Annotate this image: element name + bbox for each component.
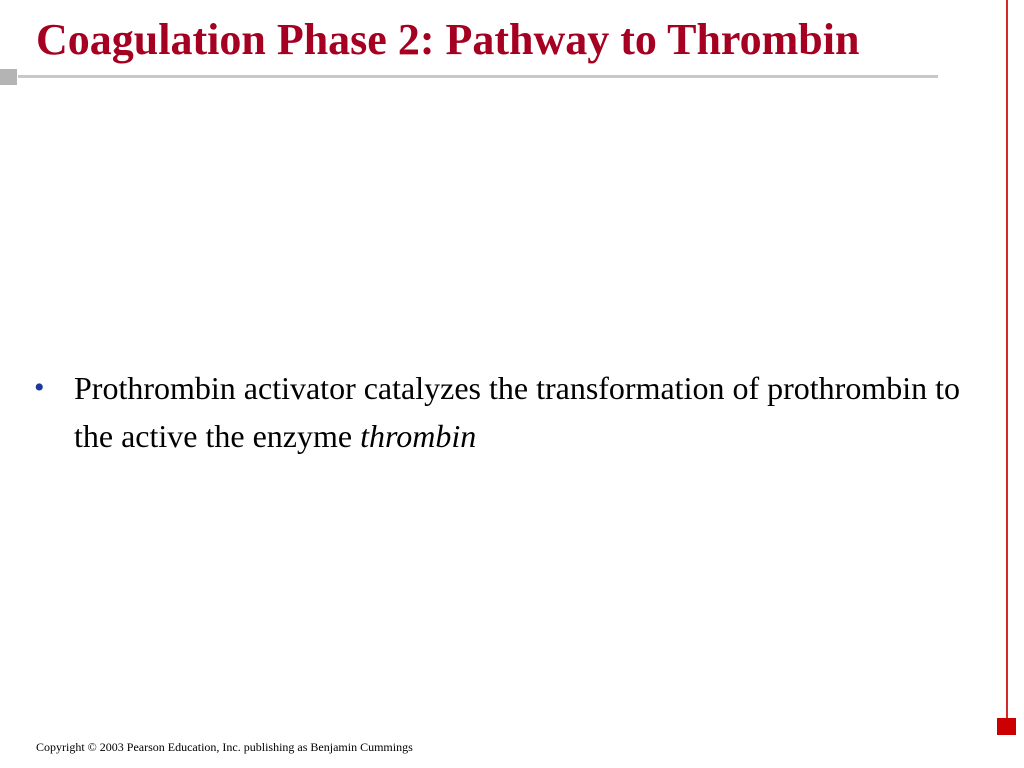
bullet-text-italic: thrombin bbox=[360, 418, 477, 454]
title-divider bbox=[18, 75, 938, 78]
bullet-text: Prothrombin activator catalyzes the transformation of prothrombin to the active the enzyme bbox=[74, 370, 960, 454]
bullet-list bbox=[34, 364, 984, 460]
copyright-footer: Copyright © 2003 Pearson Education, Inc. publishing as Benjamin Cummings bbox=[36, 740, 413, 754]
title-decor-square bbox=[0, 69, 17, 85]
side-decor-square bbox=[997, 718, 1016, 735]
slide-title: Coagulation Phase 2: Pathway to Thrombin bbox=[36, 15, 860, 64]
bullet-icon: • bbox=[34, 371, 45, 404]
bullet-item bbox=[34, 364, 984, 460]
side-divider bbox=[1006, 0, 1008, 718]
